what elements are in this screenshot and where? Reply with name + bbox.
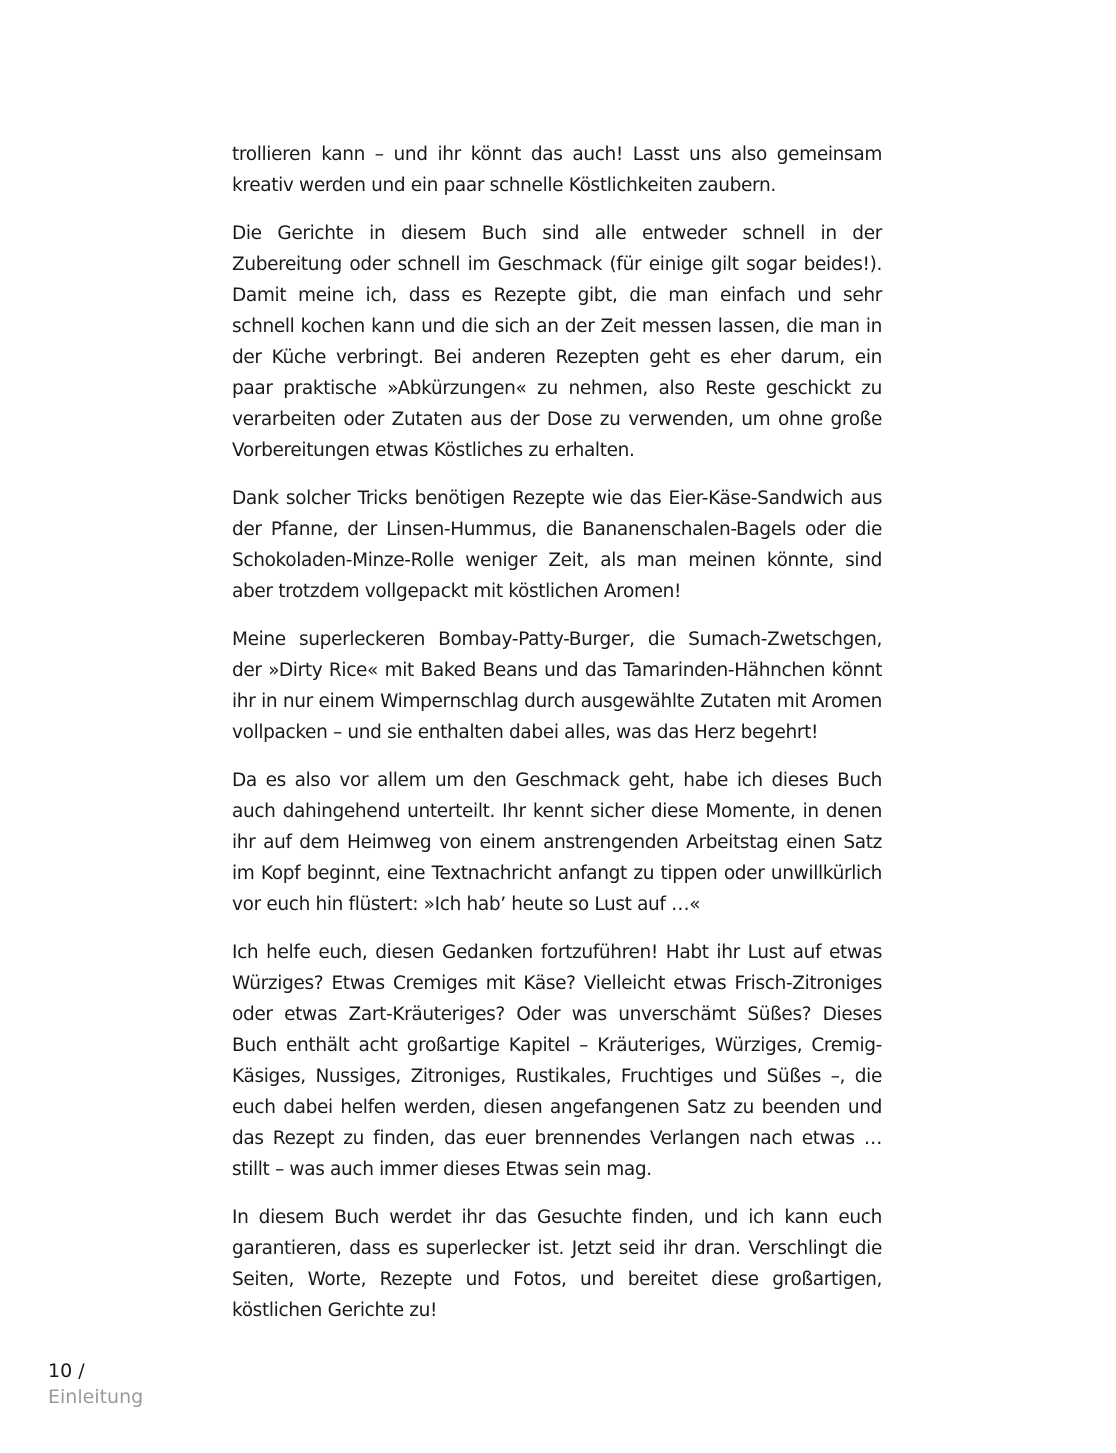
paragraph: Meine superleckeren Bombay-Patty-Burger, die Sumach-Zwetschgen, der »Dirty Rice« mit Baked Beans und das Tamarinden-Hähnchen könnt ihr in nur einem Wimpernschlag durch ausgewählte Zutaten mit Aromen vollpacken – und sie enthalten dabei alles, was das Herz begehrt! bbox=[232, 629, 882, 743]
paragraph: trollieren kann – und ihr könnt das auch! Lasst uns also gemeinsam kreativ werden und ein paar schnelle Köstlichkeiten zaubern. bbox=[232, 144, 882, 196]
body-text bbox=[232, 139, 882, 1343]
paragraph: In diesem Buch werdet ihr das Gesuchte finden, und ich kann euch garantieren, dass es superlecker ist. Jetzt seid ihr dran. Verschlingt die Seiten, Worte, Rezepte und Fotos, und bereitet diese großartigen, köstlichen Gerichte zu! bbox=[232, 1207, 882, 1321]
paragraph: Die Gerichte in diesem Buch sind alle entweder schnell in der Zubereitung oder schnell im Geschmack (für einige gilt sogar beides!). Damit meine ich, dass es Rezepte gibt, die man einfach und sehr schnell kochen kann und die sich an der Zeit messen lassen, die man in der Küche verbringt. Bei anderen Rezepten geht es eher darum, ein paar praktische »Abkürzungen« zu nehmen, also Reste geschickt zu verarbeiten oder Zutaten aus der Dose zu verwenden, um ohne große Vorbereitungen etwas Köstliches zu erhalten. bbox=[232, 223, 882, 461]
page-number: 10 / bbox=[48, 1360, 85, 1382]
page-footer bbox=[48, 1358, 143, 1410]
paragraph: Da es also vor allem um den Geschmack geht, habe ich dieses Buch auch dahingehend unterteilt. Ihr kennt sicher diese Momente, in denen ihr auf dem Heimweg von einem anstrengenden Arbeitstag einen Satz im Kopf beginnt, eine Textnachricht anfangt zu tippen oder unwillkürlich vor euch hin flüstert: »Ich hab’ heute so Lust auf …« bbox=[232, 770, 882, 915]
section-name: Einleitung bbox=[48, 1386, 144, 1408]
paragraph: Dank solcher Tricks benötigen Rezepte wie das Eier-Käse-Sandwich aus der Pfanne, der Linsen-Hummus, die Bananenschalen-Bagels oder die Schokoladen-Minze-Rolle weniger Zeit, als man meinen könnte, sind aber trotzdem vollgepackt mit köstlichen Aromen! bbox=[232, 488, 882, 602]
paragraph: Ich helfe euch, diesen Gedanken fortzuführen! Habt ihr Lust auf etwas Würziges? Etwas Cremiges mit Käse? Vielleicht etwas Frisch-Zitroniges oder etwas Zart-Kräuteriges? Oder was unverschämt Süßes? Dieses Buch enthält acht großartige Kapitel – Kräuteriges, Würziges, Cremig-Käsiges, Nussiges, Zitroniges, Rustikales, Fruchtiges und Süßes –, die euch dabei helfen werden, diesen angefangenen Satz zu beenden und das Rezept zu finden, das euer brennendes Verlangen nach etwas … stillt – was auch immer dieses Etwas sein mag. bbox=[232, 942, 882, 1180]
